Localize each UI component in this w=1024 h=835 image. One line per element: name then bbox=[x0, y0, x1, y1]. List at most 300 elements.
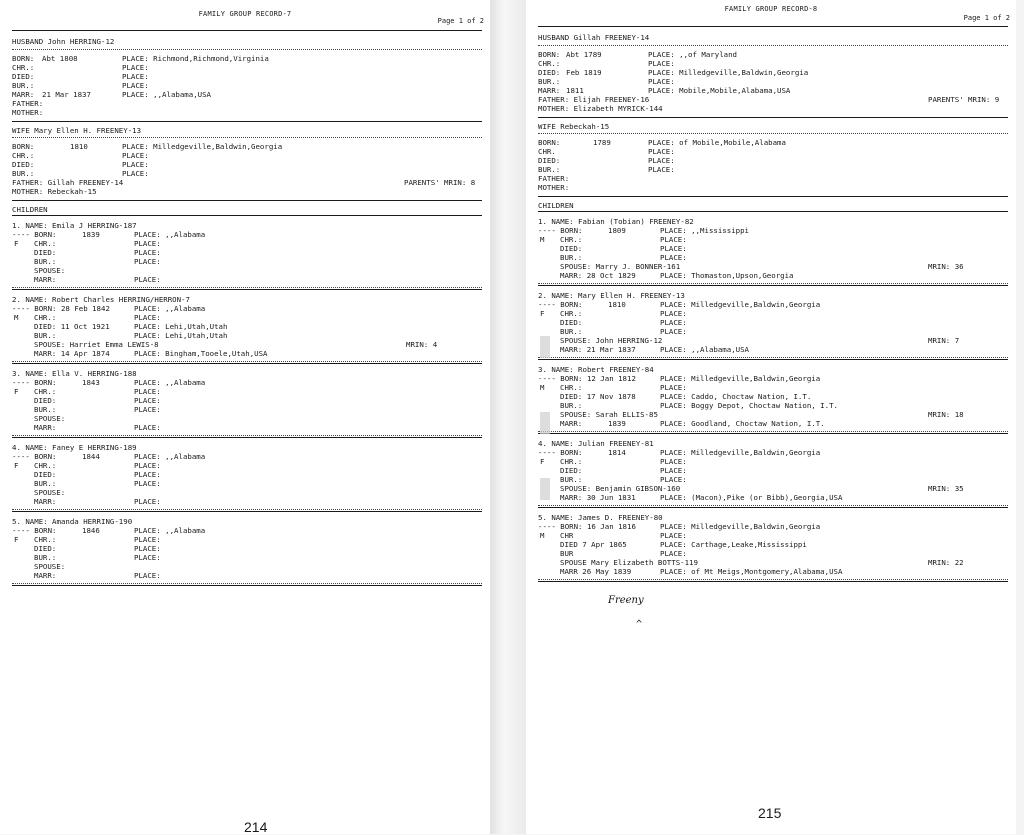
event-place: PLACE: bbox=[134, 313, 161, 322]
wife-header bbox=[538, 122, 1008, 131]
event-place: PLACE: Thomaston,Upson,Georgia bbox=[660, 271, 794, 280]
event-place: PLACE: bbox=[648, 77, 675, 86]
child-5-name-row bbox=[12, 517, 482, 526]
husband-died-row bbox=[538, 68, 1008, 77]
child-3-event-row bbox=[538, 401, 1008, 410]
event-label: DIED: bbox=[538, 68, 561, 77]
child-5-event-row bbox=[538, 522, 1008, 531]
event-label: CHR.: bbox=[34, 535, 57, 544]
event-label: CHR.: bbox=[560, 309, 583, 318]
event-label: DIED: bbox=[34, 470, 57, 479]
event-place: PLACE: bbox=[122, 72, 149, 81]
event-label: BUR bbox=[560, 549, 574, 558]
child-4-event-row bbox=[12, 452, 482, 461]
event-label: DIED: bbox=[34, 544, 57, 553]
child-5-event-row bbox=[12, 526, 482, 535]
child-mrin: MRIN: 35 bbox=[928, 484, 964, 493]
child-mrin: MRIN: 22 bbox=[928, 558, 964, 567]
dotted-divider bbox=[538, 579, 1008, 580]
child-1-name-row bbox=[12, 221, 482, 230]
child-3-event-row bbox=[12, 405, 482, 414]
event-label: DIED: bbox=[560, 244, 583, 253]
child-1-event-row bbox=[12, 275, 482, 284]
child-4-name-row bbox=[12, 443, 482, 452]
children-header bbox=[12, 205, 482, 214]
event-label: MARR: 30 Jun 1831 bbox=[560, 493, 636, 502]
child-4-name-row bbox=[538, 439, 1008, 448]
sex-code: F bbox=[14, 461, 19, 470]
event-label: BUR.: bbox=[538, 165, 561, 174]
parents-mrin: PARENTS' MRIN: 8 bbox=[404, 178, 476, 187]
event-place: PLACE: bbox=[122, 151, 149, 160]
event-label: DIED: bbox=[560, 318, 583, 327]
child-1-name-row bbox=[538, 217, 1008, 226]
husband-name: HUSBAND Gillah FREENEY-14 bbox=[538, 33, 650, 42]
husband-bur-row bbox=[12, 81, 482, 90]
event-place: PLACE: bbox=[134, 470, 161, 479]
dotted-divider bbox=[538, 357, 1008, 358]
event-place: PLACE: bbox=[660, 549, 687, 558]
event-place: PLACE: bbox=[134, 423, 161, 432]
child-4-event-row bbox=[538, 466, 1008, 475]
event-label: BORN: bbox=[12, 142, 35, 151]
child-name: 1. NAME: Emila J HERRING-187 bbox=[12, 221, 137, 230]
event-place: PLACE: ,,Alabama,USA bbox=[122, 90, 211, 99]
child-1-event-row bbox=[12, 239, 482, 248]
event-date: 1814 bbox=[608, 448, 626, 457]
section-rule bbox=[538, 581, 1008, 582]
event-place: PLACE: bbox=[648, 59, 675, 68]
scan-artifact bbox=[540, 412, 550, 434]
event-label: CHR.: bbox=[34, 387, 57, 396]
event-place: PLACE: Milledgeville,Baldwin,Georgia bbox=[660, 374, 821, 383]
wife-died-row bbox=[538, 156, 1008, 165]
event-place: PLACE: bbox=[134, 479, 161, 488]
event-place: PLACE: bbox=[660, 457, 687, 466]
child-name: 1. NAME: Fabian (Tobian) FREENEY-82 bbox=[538, 217, 694, 226]
father-name: FATHER: Elijah FREENEY-16 bbox=[538, 95, 650, 104]
event-label: BUR.: bbox=[12, 169, 35, 178]
event-place: PLACE: bbox=[134, 544, 161, 553]
child-4-event-row bbox=[538, 457, 1008, 466]
wife-born-row bbox=[12, 142, 482, 151]
children-header bbox=[538, 201, 1008, 210]
event-place: PLACE: bbox=[134, 461, 161, 470]
sex-code: M bbox=[14, 313, 19, 322]
child-name: 3. NAME: Ella V. HERRING-188 bbox=[12, 369, 137, 378]
section-rule bbox=[538, 359, 1008, 360]
event-place: PLACE: ,,of Maryland bbox=[648, 50, 737, 59]
husband-mother-row bbox=[12, 108, 482, 117]
child-mrin: MRIN: 18 bbox=[928, 410, 964, 419]
event-place: PLACE: bbox=[660, 318, 687, 327]
child-name: 3. NAME: Robert FREENEY-84 bbox=[538, 365, 654, 374]
father-name: FATHER: bbox=[12, 99, 44, 108]
dotted-divider bbox=[538, 45, 1008, 46]
event-place: PLACE: Boggy Depot, Choctaw Nation, I.T. bbox=[660, 401, 838, 410]
event-place: PLACE: bbox=[134, 387, 161, 396]
event-place: PLACE: ,,Alabama bbox=[134, 230, 206, 239]
section-rule bbox=[12, 121, 482, 122]
child-2-event-row bbox=[538, 345, 1008, 354]
child-mrin: MRIN: 7 bbox=[928, 336, 960, 345]
dotted-divider bbox=[538, 283, 1008, 284]
event-label: BUR.: bbox=[560, 401, 583, 410]
event-place: PLACE: bbox=[648, 156, 675, 165]
child-mrin: MRIN: 4 bbox=[406, 340, 438, 349]
event-label: BUR.: bbox=[560, 327, 583, 336]
dotted-divider bbox=[12, 361, 482, 362]
event-place: PLACE: Richmond,Richmond,Virginia bbox=[122, 54, 269, 63]
event-place: PLACE: bbox=[122, 160, 149, 169]
child-1-event-row bbox=[538, 244, 1008, 253]
child-5-event-row bbox=[538, 567, 1008, 576]
husband-born-row bbox=[12, 54, 482, 63]
section-rule bbox=[538, 285, 1008, 286]
event-place: PLACE: Milledgeville,Baldwin,Georgia bbox=[122, 142, 283, 151]
child-name: 5. NAME: Amanda HERRING-190 bbox=[12, 517, 133, 526]
child-3-event-row bbox=[538, 383, 1008, 392]
event-date: 1789 bbox=[593, 138, 611, 147]
event-place: PLACE: Mobile,Mobile,Alabama,USA bbox=[648, 86, 791, 95]
wife-born-row bbox=[538, 138, 1008, 147]
event-place: PLACE: bbox=[660, 327, 687, 336]
father-name: FATHER: Gillah FREENEY-14 bbox=[12, 178, 124, 187]
event-place: PLACE: ,,Alabama,USA bbox=[660, 345, 749, 354]
handwritten-annotation: Freeny bbox=[608, 595, 644, 606]
child-2-event-row bbox=[538, 300, 1008, 309]
event-place: PLACE: bbox=[660, 466, 687, 475]
child-5-event-row bbox=[12, 562, 482, 571]
section-rule bbox=[538, 117, 1008, 118]
husband-chr-row bbox=[12, 63, 482, 72]
event-label: SPOUSE: John HERRING-12 bbox=[560, 336, 663, 345]
child-3-event-row bbox=[12, 396, 482, 405]
event-label: BUR.: bbox=[34, 331, 57, 340]
event-label: CHR.: bbox=[560, 235, 583, 244]
event-place: PLACE: ,,Alabama bbox=[134, 378, 206, 387]
dotted-divider bbox=[12, 137, 482, 138]
child-name: 4. NAME: Faney E HERRING-189 bbox=[12, 443, 137, 452]
event-place: PLACE: bbox=[134, 405, 161, 414]
child-2-event-row bbox=[538, 318, 1008, 327]
husband-name: HUSBAND John HERRING-12 bbox=[12, 37, 115, 46]
children-heading: CHILDREN bbox=[538, 201, 574, 210]
event-label: CHR.: bbox=[538, 59, 561, 68]
child-name: 4. NAME: Julian FREENEY-81 bbox=[538, 439, 654, 448]
event-date: 1811 bbox=[566, 86, 584, 95]
book-gutter bbox=[490, 0, 526, 834]
mother-name: MOTHER: bbox=[12, 108, 44, 117]
record-title: FAMILY GROUP RECORD-7 bbox=[198, 10, 292, 18]
event-label: SPOUSE Mary Elizabeth BOTTS-119 bbox=[560, 558, 698, 567]
event-place: PLACE: of Mt Meigs,Montgomery,Alabama,USA bbox=[660, 567, 843, 576]
mother-name: MOTHER: bbox=[538, 183, 570, 192]
event-label: MARR: bbox=[34, 497, 57, 506]
event-place: PLACE: bbox=[660, 235, 687, 244]
child-4-event-row bbox=[538, 448, 1008, 457]
section-rule bbox=[538, 507, 1008, 508]
child-2-event-row bbox=[538, 309, 1008, 318]
child-4-event-row bbox=[12, 497, 482, 506]
event-place: PLACE: bbox=[122, 63, 149, 72]
child-2-event-row bbox=[12, 331, 482, 340]
child-4-event-row bbox=[538, 475, 1008, 484]
event-label: ---- BORN: 16 Jan 1816 bbox=[538, 522, 636, 531]
husband-header bbox=[538, 33, 1008, 42]
event-place: PLACE: ,,Alabama bbox=[134, 526, 206, 535]
section-rule bbox=[12, 363, 482, 364]
event-label: ---- BORN: 12 Jan 1812 bbox=[538, 374, 636, 383]
event-date: 1839 bbox=[608, 419, 626, 428]
dotted-divider bbox=[12, 49, 482, 50]
event-label: DIED: bbox=[34, 396, 57, 405]
event-place: PLACE: Lehi,Utah,Utah bbox=[134, 322, 228, 331]
event-label: CHR.: bbox=[12, 151, 35, 160]
child-2-event-row bbox=[12, 349, 482, 358]
event-label: MARR: 21 Mar 1837 bbox=[560, 345, 636, 354]
event-place: PLACE: bbox=[660, 475, 687, 484]
sex-code: M bbox=[540, 531, 545, 540]
child-3-event-row bbox=[12, 423, 482, 432]
event-label: ---- BORN: bbox=[538, 300, 583, 309]
husband-died-row bbox=[12, 72, 482, 81]
event-label: SPOUSE: Marry J. BONNER-161 bbox=[560, 262, 681, 271]
section-rule bbox=[12, 511, 482, 512]
child-2-name-row bbox=[12, 295, 482, 304]
dotted-divider bbox=[538, 431, 1008, 432]
child-3-event-row bbox=[538, 419, 1008, 428]
mother-name: MOTHER: Rebeckah-15 bbox=[12, 187, 97, 196]
mother-name: MOTHER: Elizabeth MYRICK-144 bbox=[538, 104, 663, 113]
event-label: SPOUSE: Harriet Emma LEWIS-8 bbox=[34, 340, 159, 349]
event-label: MARR: bbox=[34, 423, 57, 432]
dotted-divider bbox=[12, 287, 482, 288]
page-number: 215 bbox=[758, 805, 782, 821]
event-place: PLACE: bbox=[122, 81, 149, 90]
event-place: PLACE: bbox=[648, 147, 675, 156]
section-rule bbox=[12, 437, 482, 438]
wife-mother-row bbox=[12, 187, 482, 196]
husband-born-row bbox=[538, 50, 1008, 59]
event-label: CHR.: bbox=[560, 457, 583, 466]
wife-name: WIFE Rebeckah-15 bbox=[538, 122, 610, 131]
event-date: Abt 1789 bbox=[566, 50, 602, 59]
event-label: MARR: bbox=[560, 419, 583, 428]
wife-chr-row bbox=[538, 147, 1008, 156]
right-page bbox=[526, 0, 1016, 834]
child-1-event-row bbox=[538, 271, 1008, 280]
husband-bur-row bbox=[538, 77, 1008, 86]
wife-died-row bbox=[12, 160, 482, 169]
event-place: PLACE: bbox=[660, 383, 687, 392]
dotted-divider bbox=[12, 435, 482, 436]
wife-header bbox=[12, 126, 482, 135]
event-date: 1844 bbox=[82, 452, 100, 461]
event-label: SPOUSE: bbox=[34, 562, 66, 571]
child-1-event-row bbox=[12, 248, 482, 257]
child-1-event-row bbox=[538, 235, 1008, 244]
event-place: PLACE: of Mobile,Mobile,Alabama bbox=[648, 138, 786, 147]
child-5-event-row bbox=[538, 531, 1008, 540]
child-5-event-row bbox=[538, 540, 1008, 549]
child-name: 2. NAME: Mary Ellen H. FREENEY-13 bbox=[538, 291, 685, 300]
child-3-event-row bbox=[538, 374, 1008, 383]
event-label: ---- BORN: bbox=[12, 526, 57, 535]
sex-code: M bbox=[540, 383, 545, 392]
child-3-event-row bbox=[538, 392, 1008, 401]
event-date: 1809 bbox=[608, 226, 626, 235]
event-place: PLACE: Milledgeville,Baldwin,Georgia bbox=[648, 68, 809, 77]
event-date: 21 Mar 1837 bbox=[42, 90, 91, 99]
child-3-event-row bbox=[12, 414, 482, 423]
event-label: DIED: bbox=[12, 72, 35, 81]
event-place: PLACE: Milledgeville,Baldwin,Georgia bbox=[660, 448, 821, 457]
event-date: 1843 bbox=[82, 378, 100, 387]
event-label: ---- BORN: bbox=[538, 448, 583, 457]
event-label: DIED: bbox=[538, 156, 561, 165]
child-3-name-row bbox=[538, 365, 1008, 374]
event-label: MARR 26 May 1839 bbox=[560, 567, 632, 576]
sex-code: F bbox=[14, 239, 19, 248]
wife-bur-row bbox=[538, 165, 1008, 174]
event-date: Abt 1808 bbox=[42, 54, 78, 63]
event-place: PLACE: Bingham,Tooele,Utah,USA bbox=[134, 349, 268, 358]
child-4-event-row bbox=[12, 461, 482, 470]
child-1-event-row bbox=[12, 257, 482, 266]
husband-marr-row bbox=[538, 86, 1008, 95]
section-rule bbox=[538, 433, 1008, 434]
event-label: BUR.: bbox=[34, 553, 57, 562]
event-label: BUR.: bbox=[34, 479, 57, 488]
event-label: BORN: bbox=[538, 50, 561, 59]
child-5-event-row bbox=[12, 535, 482, 544]
event-place: PLACE: bbox=[134, 535, 161, 544]
event-label: ---- BORN: bbox=[12, 452, 57, 461]
event-label: ---- BORN: 28 Feb 1842 bbox=[12, 304, 110, 313]
event-place: PLACE: ,,Alabama bbox=[134, 304, 206, 313]
husband-header bbox=[12, 37, 482, 46]
event-date: 1810 bbox=[70, 142, 88, 151]
child-2-event-row bbox=[12, 313, 482, 322]
event-label: BORN: bbox=[538, 138, 561, 147]
event-label: MARR: bbox=[34, 571, 57, 580]
event-label: CHR.: bbox=[34, 461, 57, 470]
child-5-name-row bbox=[538, 513, 1008, 522]
child-3-event-row bbox=[12, 378, 482, 387]
wife-chr-row bbox=[12, 151, 482, 160]
event-place: PLACE: ,,Alabama bbox=[134, 452, 206, 461]
event-place: PLACE: bbox=[660, 531, 687, 540]
dotted-divider bbox=[12, 583, 482, 584]
event-place: PLACE: bbox=[660, 309, 687, 318]
child-1-event-row bbox=[12, 230, 482, 239]
husband-father-row bbox=[12, 99, 482, 108]
event-label: MARR: 28 Oct 1829 bbox=[560, 271, 636, 280]
child-4-event-row bbox=[12, 470, 482, 479]
child-1-event-row bbox=[12, 266, 482, 275]
child-3-name-row bbox=[12, 369, 482, 378]
event-label: ---- BORN: bbox=[12, 230, 57, 239]
event-place: PLACE: bbox=[122, 169, 149, 178]
event-place: PLACE: bbox=[134, 248, 161, 257]
event-label: BUR.: bbox=[538, 77, 561, 86]
section-rule bbox=[12, 215, 482, 216]
event-place: PLACE: Carthage,Leake,Mississippi bbox=[660, 540, 807, 549]
event-label: CHR bbox=[560, 531, 574, 540]
sex-code: M bbox=[540, 235, 545, 244]
event-label: MARR: bbox=[538, 86, 561, 95]
child-3-event-row bbox=[12, 387, 482, 396]
event-place: PLACE: Lehi,Utah,Utah bbox=[134, 331, 228, 340]
section-rule bbox=[12, 289, 482, 290]
event-place: PLACE: bbox=[134, 275, 161, 284]
event-label: SPOUSE: bbox=[34, 488, 66, 497]
event-date: 1846 bbox=[82, 526, 100, 535]
event-label: SPOUSE: bbox=[34, 266, 66, 275]
section-rule bbox=[538, 26, 1008, 27]
event-place: PLACE: Goodland, Choctaw Nation, I.T. bbox=[660, 419, 825, 428]
sex-code: F bbox=[540, 457, 545, 466]
husband-mother-row bbox=[538, 104, 1008, 113]
wife-father-row bbox=[538, 174, 1008, 183]
child-1-event-row bbox=[538, 253, 1008, 262]
event-place: PLACE: bbox=[660, 253, 687, 262]
event-label: BUR.: bbox=[34, 405, 57, 414]
wife-bur-row bbox=[12, 169, 482, 178]
event-label: CHR. bbox=[538, 147, 556, 156]
event-label: BUR.: bbox=[34, 257, 57, 266]
scan-artifact bbox=[540, 478, 550, 500]
event-label: CHR.: bbox=[12, 63, 35, 72]
event-label: MARR: bbox=[34, 275, 57, 284]
event-place: PLACE: ,,Mississippi bbox=[660, 226, 749, 235]
child-1-event-row bbox=[538, 226, 1008, 235]
event-label: DIED: 11 Oct 1921 bbox=[34, 322, 110, 331]
event-label: CHR.: bbox=[34, 313, 57, 322]
event-place: PLACE: Milledgeville,Baldwin,Georgia bbox=[660, 522, 821, 531]
event-place: PLACE: bbox=[134, 257, 161, 266]
page-number: 214 bbox=[244, 819, 268, 835]
event-place: PLACE: bbox=[134, 553, 161, 562]
child-2-event-row bbox=[12, 304, 482, 313]
event-place: PLACE: (Macon),Pike (or Bibb),Georgia,USA bbox=[660, 493, 843, 502]
event-label: MARR: bbox=[12, 90, 35, 99]
event-place: PLACE: bbox=[134, 396, 161, 405]
event-place: PLACE: Milledgeville,Baldwin,Georgia bbox=[660, 300, 821, 309]
event-place: PLACE: bbox=[134, 239, 161, 248]
child-5-event-row bbox=[12, 571, 482, 580]
child-name: 2. NAME: Robert Charles HERRING/HERRON-7 bbox=[12, 295, 190, 304]
wife-mother-row bbox=[538, 183, 1008, 192]
event-label: ---- BORN: bbox=[12, 378, 57, 387]
page-indicator: Page 1 of 2 bbox=[963, 14, 1010, 22]
event-label: BUR.: bbox=[560, 475, 583, 484]
event-place: PLACE: bbox=[648, 165, 675, 174]
page-indicator: Page 1 of 2 bbox=[437, 17, 484, 25]
husband-chr-row bbox=[538, 59, 1008, 68]
dotted-divider bbox=[538, 133, 1008, 134]
sex-code: F bbox=[14, 387, 19, 396]
scan-artifact bbox=[540, 336, 550, 358]
event-date: 1810 bbox=[608, 300, 626, 309]
parents-mrin: PARENTS' MRIN: 9 bbox=[928, 95, 1000, 104]
event-label: BUR.: bbox=[560, 253, 583, 262]
child-name: 5. NAME: James D. FREENEY-80 bbox=[538, 513, 663, 522]
dotted-divider bbox=[12, 509, 482, 510]
left-page bbox=[0, 0, 490, 834]
event-place: PLACE: Caddo, Choctaw Nation, I.T. bbox=[660, 392, 812, 401]
